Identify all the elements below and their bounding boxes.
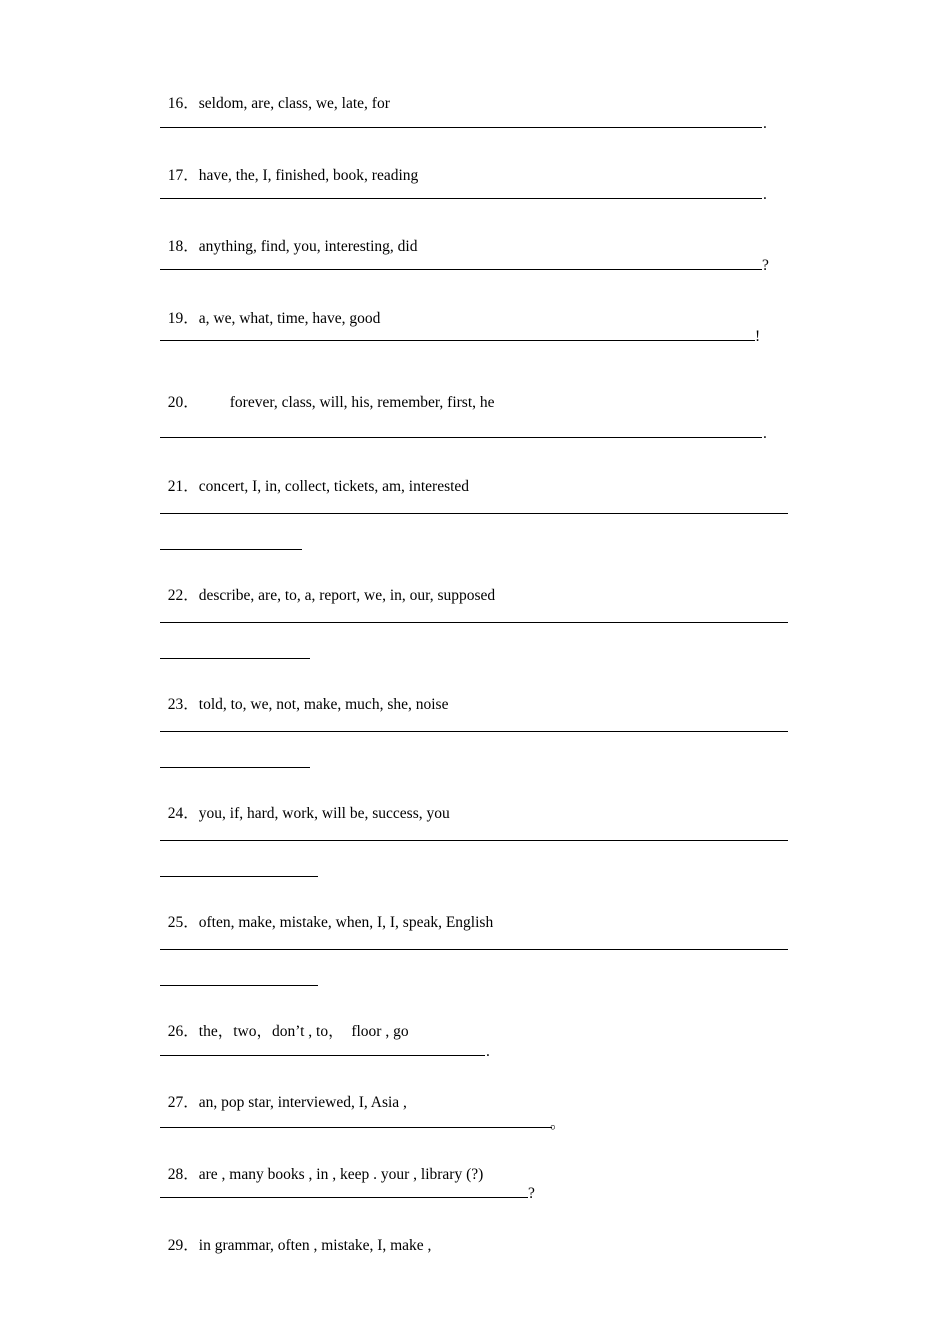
answer-line-26[interactable] xyxy=(160,1042,490,1062)
answer-line-21b[interactable] xyxy=(160,536,168,556)
question-23 xyxy=(160,675,448,715)
question-26 xyxy=(160,1002,409,1042)
question-words: are , many books , in , keep . your , library (?) xyxy=(198,1166,484,1183)
answer-line-25b[interactable] xyxy=(160,972,168,992)
question-words: a, we, what, time, have, good xyxy=(198,310,381,327)
question-words: seldom, are, class, we, late, for xyxy=(198,95,390,112)
answer-line-28[interactable] xyxy=(160,1184,535,1204)
question-words: told, to, we, not, make, much, she, noise xyxy=(198,696,449,713)
answer-line-18[interactable] xyxy=(160,256,769,276)
answer-rule[interactable] xyxy=(160,437,762,438)
question-number: 27． xyxy=(167,1094,199,1111)
question-number: 22． xyxy=(167,587,199,604)
question-21 xyxy=(160,457,469,497)
question-words: in grammar, often , mistake, I, make , xyxy=(198,1237,432,1254)
question-words: the，two，don’t , to， floor , go xyxy=(198,1023,409,1040)
answer-rule[interactable] xyxy=(160,767,310,768)
question-22 xyxy=(160,566,495,606)
answer-end-punctuation: 。 xyxy=(550,1115,566,1132)
question-27 xyxy=(160,1073,407,1113)
answer-line-19[interactable] xyxy=(160,327,761,347)
answer-end-punctuation: ? xyxy=(762,257,769,274)
question-number: 19． xyxy=(167,310,199,327)
question-18 xyxy=(160,217,417,257)
question-number: 21． xyxy=(167,478,199,495)
answer-rule[interactable] xyxy=(160,513,788,514)
answer-end-punctuation: . xyxy=(763,425,767,442)
question-words: anything, find, you, interesting, did xyxy=(198,238,418,255)
question-words: you, if, hard, work, will be, success, you xyxy=(198,805,450,822)
question-words: often, make, mistake, when, I, I, speak, English xyxy=(198,914,494,931)
answer-rule[interactable] xyxy=(160,949,788,950)
answer-rule[interactable] xyxy=(160,1055,485,1056)
question-number: 23． xyxy=(167,696,199,713)
question-25 xyxy=(160,893,493,933)
answer-end-punctuation: . xyxy=(486,1043,490,1060)
answer-rule[interactable] xyxy=(160,1127,552,1128)
question-gap xyxy=(199,394,230,411)
answer-rule[interactable] xyxy=(160,876,318,877)
answer-rule[interactable] xyxy=(160,840,788,841)
answer-rule[interactable] xyxy=(160,340,755,341)
answer-line-20[interactable] xyxy=(160,424,767,444)
question-number: 20． xyxy=(167,394,199,411)
question-words: have, the, I, finished, book, reading xyxy=(198,167,419,184)
answer-line-22a[interactable] xyxy=(160,609,168,629)
answer-end-punctuation: . xyxy=(763,186,767,203)
answer-rule[interactable] xyxy=(160,549,302,550)
question-number: 18． xyxy=(167,238,199,255)
question-19 xyxy=(160,289,380,329)
answer-rule[interactable] xyxy=(160,269,762,270)
answer-end-punctuation: ! xyxy=(755,328,761,345)
answer-end-punctuation: . xyxy=(763,115,767,132)
answer-line-24b[interactable] xyxy=(160,863,168,883)
answer-line-23b[interactable] xyxy=(160,754,168,774)
question-number: 16． xyxy=(167,95,199,112)
question-16 xyxy=(160,74,390,114)
answer-line-16[interactable] xyxy=(160,114,767,134)
answer-line-22b[interactable] xyxy=(160,645,168,665)
question-number: 24． xyxy=(167,805,199,822)
answer-rule[interactable] xyxy=(160,127,762,128)
question-24 xyxy=(160,784,450,824)
answer-line-25a[interactable] xyxy=(160,936,168,956)
question-17 xyxy=(160,146,418,186)
question-28 xyxy=(160,1145,483,1185)
question-number: 28． xyxy=(167,1166,199,1183)
answer-rule[interactable] xyxy=(160,658,310,659)
question-words: an, pop star, interviewed, I, Asia , xyxy=(198,1094,407,1111)
answer-line-21a[interactable] xyxy=(160,500,168,520)
question-29 xyxy=(160,1216,431,1256)
answer-rule[interactable] xyxy=(160,1197,528,1198)
question-number: 17． xyxy=(167,167,199,184)
answer-rule[interactable] xyxy=(160,622,788,623)
answer-end-punctuation: ? xyxy=(528,1185,535,1202)
question-words: concert, I, in, collect, tickets, am, interested xyxy=(198,478,470,495)
answer-rule[interactable] xyxy=(160,198,762,199)
question-number: 26． xyxy=(167,1023,199,1040)
question-number: 25． xyxy=(167,914,199,931)
question-20 xyxy=(160,373,495,413)
question-number: 29． xyxy=(167,1237,199,1254)
answer-line-24a[interactable] xyxy=(160,827,168,847)
answer-rule[interactable] xyxy=(160,731,788,732)
question-words: forever, class, will, his, remember, first, he xyxy=(229,394,495,411)
answer-line-23a[interactable] xyxy=(160,718,168,738)
answer-line-27[interactable] xyxy=(160,1114,566,1134)
question-words: describe, are, to, a, report, we, in, our, supposed xyxy=(198,587,496,604)
answer-line-17[interactable] xyxy=(160,185,767,205)
answer-rule[interactable] xyxy=(160,985,318,986)
